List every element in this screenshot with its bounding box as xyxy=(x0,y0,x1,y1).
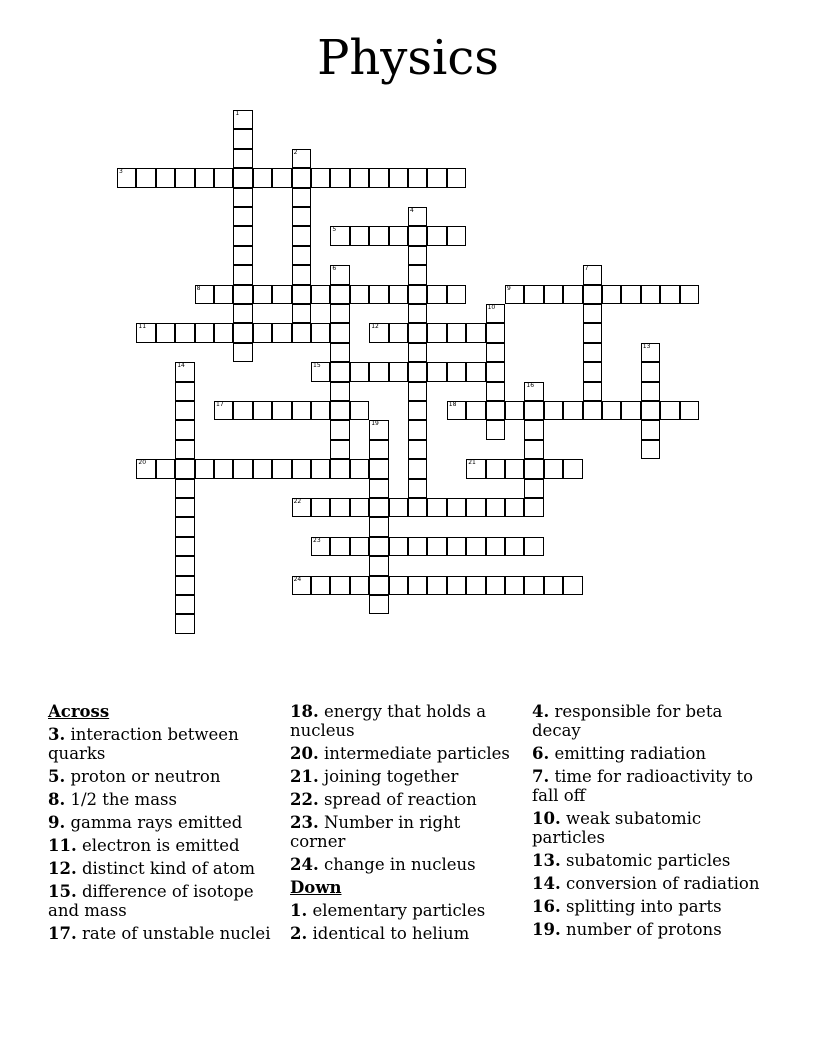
grid-cell xyxy=(389,226,408,245)
grid-cell-21 xyxy=(466,459,485,478)
clue-number: 21 xyxy=(468,459,476,467)
grid-cell-4 xyxy=(408,207,427,226)
grid-cell xyxy=(233,168,252,187)
grid-cell xyxy=(233,459,252,478)
grid-cell xyxy=(292,304,311,323)
grid-cell xyxy=(369,556,388,575)
clue-down-6: 6. emitting radiation xyxy=(532,744,707,763)
clue-column-2 xyxy=(290,702,520,947)
grid-cell xyxy=(175,459,194,478)
grid-cell xyxy=(583,323,602,342)
grid-cell xyxy=(233,226,252,245)
grid-cell xyxy=(641,401,660,420)
grid-cell xyxy=(583,362,602,381)
grid-cell xyxy=(486,498,505,517)
grid-cell xyxy=(680,285,699,304)
grid-cell xyxy=(486,382,505,401)
grid-cell xyxy=(408,479,427,498)
clue-number: 22 xyxy=(293,498,302,505)
grid-cell xyxy=(641,440,660,459)
grid-cell xyxy=(233,265,252,284)
grid-cell xyxy=(330,420,349,439)
grid-cell xyxy=(524,401,543,420)
grid-cell xyxy=(427,323,446,342)
grid-cell xyxy=(563,459,582,478)
clue-down-19: 19. number of protons xyxy=(532,920,722,939)
grid-cell xyxy=(389,362,408,381)
grid-cell xyxy=(369,479,388,498)
grid-cell xyxy=(214,168,233,187)
grid-cell xyxy=(583,401,602,420)
clue-column-1 xyxy=(48,702,273,947)
grid-cell xyxy=(195,459,214,478)
grid-cell xyxy=(408,304,427,323)
grid-cell xyxy=(311,168,330,187)
grid-cell xyxy=(427,498,446,517)
grid-cell-10 xyxy=(486,304,505,323)
grid-cell-6 xyxy=(330,265,349,284)
grid-cell xyxy=(486,343,505,362)
grid-cell xyxy=(350,362,369,381)
clue-number: 16 xyxy=(526,381,535,389)
grid-cell xyxy=(486,459,505,478)
grid-cell xyxy=(311,401,330,420)
grid-cell xyxy=(602,401,621,420)
grid-cell xyxy=(427,362,446,381)
grid-cell xyxy=(408,362,427,381)
grid-cell xyxy=(408,382,427,401)
grid-cell-19 xyxy=(369,420,388,439)
grid-cell xyxy=(369,440,388,459)
grid-cell xyxy=(175,440,194,459)
grid-cell xyxy=(408,323,427,342)
grid-cell xyxy=(330,323,349,342)
grid-cell-20 xyxy=(136,459,155,478)
grid-cell xyxy=(233,129,252,148)
grid-cell xyxy=(330,537,349,556)
clue-number: 23 xyxy=(313,536,321,544)
grid-cell xyxy=(486,323,505,342)
grid-cell xyxy=(486,401,505,420)
grid-cell xyxy=(389,285,408,304)
clue-across-18: 18. energy that holds a nucleus xyxy=(290,702,487,740)
clue-down-7: 7. time for radioactivity to fall off xyxy=(532,767,754,805)
grid-cell-14 xyxy=(175,362,194,381)
grid-cell xyxy=(253,323,272,342)
grid-cell xyxy=(389,498,408,517)
grid-cell xyxy=(505,401,524,420)
grid-cell xyxy=(311,323,330,342)
grid-cell xyxy=(369,226,388,245)
grid-cell xyxy=(233,188,252,207)
clue-number: 14 xyxy=(177,362,185,370)
clue-number: 11 xyxy=(138,323,147,331)
grid-cell xyxy=(292,459,311,478)
grid-cell xyxy=(330,440,349,459)
grid-cell xyxy=(583,382,602,401)
clue-number: 2 xyxy=(293,148,298,156)
grid-cell xyxy=(641,285,660,304)
grid-cell xyxy=(621,401,640,420)
grid-cell xyxy=(175,382,194,401)
grid-cell xyxy=(641,382,660,401)
clue-across-8: 8. 1/2 the mass xyxy=(48,790,177,809)
clue-down-13: 13. subatomic particles xyxy=(532,851,731,870)
clue-number: 24 xyxy=(293,575,302,583)
grid-cell xyxy=(195,323,214,342)
grid-cell xyxy=(233,246,252,265)
grid-cell xyxy=(369,168,388,187)
grid-cell xyxy=(330,459,349,478)
grid-cell xyxy=(292,207,311,226)
grid-cell xyxy=(583,304,602,323)
grid-cell xyxy=(486,420,505,439)
grid-cell xyxy=(408,226,427,245)
clue-across-12: 12. distinct kind of atom xyxy=(48,859,255,878)
grid-cell xyxy=(447,168,466,187)
grid-cell xyxy=(330,168,349,187)
grid-cell xyxy=(214,285,233,304)
grid-cell xyxy=(272,323,291,342)
clue-down-16: 16. splitting into parts xyxy=(532,897,722,916)
grid-cell xyxy=(233,343,252,362)
clue-number: 13 xyxy=(642,342,651,350)
clue-column-3 xyxy=(532,702,772,943)
clue-across-23: 23. Number in right corner xyxy=(290,813,461,851)
grid-cell xyxy=(233,207,252,226)
grid-cell xyxy=(330,498,349,517)
grid-cell xyxy=(641,420,660,439)
grid-cell xyxy=(369,459,388,478)
grid-cell xyxy=(486,576,505,595)
grid-cell xyxy=(583,343,602,362)
grid-cell xyxy=(175,595,194,614)
grid-cell xyxy=(233,323,252,342)
grid-cell xyxy=(292,285,311,304)
grid-cell xyxy=(427,168,446,187)
grid-cell xyxy=(272,401,291,420)
grid-cell xyxy=(175,498,194,517)
grid-cell xyxy=(369,498,388,517)
grid-cell xyxy=(447,537,466,556)
across-heading: Across xyxy=(48,702,110,721)
clue-across-24: 24. change in nucleus xyxy=(290,855,476,874)
grid-cell xyxy=(272,459,291,478)
grid-cell xyxy=(350,459,369,478)
clue-across-3: 3. interaction between quarks xyxy=(48,725,239,763)
grid-cell xyxy=(408,401,427,420)
grid-cell xyxy=(330,576,349,595)
clue-number: 15 xyxy=(313,362,321,370)
grid-cell xyxy=(292,401,311,420)
grid-cell xyxy=(660,285,679,304)
grid-cell xyxy=(408,343,427,362)
grid-cell xyxy=(292,246,311,265)
grid-cell xyxy=(156,323,175,342)
grid-cell xyxy=(427,576,446,595)
grid-cell xyxy=(253,459,272,478)
grid-cell-17 xyxy=(214,401,233,420)
grid-cell xyxy=(563,401,582,420)
grid-cell xyxy=(389,168,408,187)
grid-cell xyxy=(369,285,388,304)
grid-cell xyxy=(408,168,427,187)
grid-cell xyxy=(583,285,602,304)
grid-cell-23 xyxy=(311,537,330,556)
grid-cell-5 xyxy=(330,226,349,245)
grid-cell xyxy=(486,537,505,556)
grid-cell xyxy=(175,614,194,633)
clue-across-22: 22. spread of reaction xyxy=(290,790,477,809)
grid-cell xyxy=(447,285,466,304)
grid-cell xyxy=(156,168,175,187)
grid-cell xyxy=(214,459,233,478)
grid-cell xyxy=(253,168,272,187)
grid-cell xyxy=(272,168,291,187)
grid-cell xyxy=(486,362,505,381)
down-heading: Down xyxy=(290,878,342,897)
grid-cell xyxy=(330,362,349,381)
grid-cell-3 xyxy=(117,168,136,187)
clue-number: 9 xyxy=(507,284,511,292)
grid-cell xyxy=(660,401,679,420)
grid-cell xyxy=(408,440,427,459)
grid-cell xyxy=(408,265,427,284)
grid-cell xyxy=(447,576,466,595)
grid-cell xyxy=(175,323,194,342)
clue-number: 10 xyxy=(487,304,496,311)
grid-cell xyxy=(175,556,194,575)
grid-cell-13 xyxy=(641,343,660,362)
grid-cell xyxy=(272,285,291,304)
grid-cell xyxy=(311,576,330,595)
grid-cell xyxy=(408,285,427,304)
clue-down-1: 1. elementary particles xyxy=(290,901,486,920)
grid-cell xyxy=(233,285,252,304)
grid-cell xyxy=(136,168,155,187)
grid-cell xyxy=(408,537,427,556)
clue-number: 17 xyxy=(216,401,224,408)
grid-cell xyxy=(408,246,427,265)
grid-cell-7 xyxy=(583,265,602,284)
grid-cell xyxy=(427,285,446,304)
grid-cell xyxy=(369,576,388,595)
grid-cell xyxy=(524,440,543,459)
grid-cell xyxy=(233,149,252,168)
grid-cell xyxy=(389,537,408,556)
grid-cell xyxy=(466,576,485,595)
grid-cell xyxy=(447,226,466,245)
grid-cell xyxy=(292,265,311,284)
grid-cell xyxy=(175,576,194,595)
grid-cell xyxy=(505,498,524,517)
grid-cell xyxy=(292,323,311,342)
grid-cell xyxy=(233,304,252,323)
grid-cell xyxy=(292,168,311,187)
grid-cell xyxy=(175,401,194,420)
grid-cell xyxy=(408,420,427,439)
grid-cell xyxy=(408,576,427,595)
clue-number: 3 xyxy=(119,168,123,176)
clue-down-4: 4. responsible for beta decay xyxy=(532,702,723,740)
grid-cell xyxy=(330,343,349,362)
grid-cell xyxy=(524,459,543,478)
clue-down-2: 2. identical to helium xyxy=(290,924,470,943)
clue-across-11: 11. electron is emitted xyxy=(48,836,240,855)
grid-cell-15 xyxy=(311,362,330,381)
clue-number: 18 xyxy=(448,401,457,408)
grid-cell xyxy=(544,459,563,478)
grid-cell-9 xyxy=(505,285,524,304)
grid-cell xyxy=(369,362,388,381)
grid-cell xyxy=(175,168,194,187)
clue-number: 7 xyxy=(584,265,589,273)
grid-cell xyxy=(350,285,369,304)
puzzle-title: Physics xyxy=(317,30,499,86)
grid-cell xyxy=(253,285,272,304)
grid-cell xyxy=(350,168,369,187)
grid-cell xyxy=(292,226,311,245)
grid-cell xyxy=(369,595,388,614)
grid-cell xyxy=(602,285,621,304)
grid-cell xyxy=(641,362,660,381)
clue-across-21: 21. joining together xyxy=(290,767,459,786)
grid-cell xyxy=(330,401,349,420)
grid-cell xyxy=(466,323,485,342)
grid-cell xyxy=(427,226,446,245)
grid-cell xyxy=(330,382,349,401)
grid-cell xyxy=(330,285,349,304)
grid-cell xyxy=(524,498,543,517)
grid-cell xyxy=(350,498,369,517)
clue-number: 19 xyxy=(371,420,379,428)
grid-cell xyxy=(175,537,194,556)
clue-number: 1 xyxy=(235,110,240,117)
clue-number: 8 xyxy=(196,284,201,292)
grid-cell xyxy=(466,537,485,556)
grid-cell xyxy=(466,498,485,517)
grid-cell xyxy=(563,285,582,304)
clue-down-10: 10. weak subatomic particles xyxy=(532,809,702,847)
clue-number: 5 xyxy=(332,226,337,234)
grid-cell xyxy=(195,168,214,187)
clue-across-9: 9. gamma rays emitted xyxy=(48,813,243,832)
grid-cell xyxy=(544,401,563,420)
grid-cell xyxy=(505,576,524,595)
grid-cell xyxy=(408,498,427,517)
grid-cell xyxy=(563,576,582,595)
grid-cell-1 xyxy=(233,110,252,129)
grid-cell xyxy=(524,479,543,498)
grid-cell-2 xyxy=(292,149,311,168)
grid-cell xyxy=(350,576,369,595)
grid-cell xyxy=(350,401,369,420)
grid-cell xyxy=(447,323,466,342)
grid-cell xyxy=(175,517,194,536)
grid-cell xyxy=(447,498,466,517)
clue-across-5: 5. proton or neutron xyxy=(48,767,221,786)
grid-cell xyxy=(175,479,194,498)
grid-cell xyxy=(350,226,369,245)
grid-cell xyxy=(350,537,369,556)
grid-cell-22 xyxy=(292,498,311,517)
grid-cell xyxy=(253,401,272,420)
grid-cell xyxy=(524,576,543,595)
grid-cell xyxy=(427,537,446,556)
grid-cell xyxy=(214,323,233,342)
grid-cell xyxy=(621,285,640,304)
clue-number: 4 xyxy=(410,207,414,214)
grid-cell xyxy=(466,401,485,420)
clue-across-20: 20. intermediate particles xyxy=(290,744,510,763)
grid-cell xyxy=(505,459,524,478)
grid-cell xyxy=(156,459,175,478)
grid-cell xyxy=(505,537,524,556)
grid-cell-8 xyxy=(195,285,214,304)
grid-cell-24 xyxy=(292,576,311,595)
grid-cell xyxy=(311,459,330,478)
grid-cell xyxy=(311,285,330,304)
grid-cell xyxy=(524,537,543,556)
grid-cell xyxy=(524,285,543,304)
grid-cell-16 xyxy=(524,382,543,401)
clue-across-17: 17. rate of unstable nuclei xyxy=(48,924,271,943)
clue-across-15: 15. difference of isotope and mass xyxy=(48,882,254,920)
grid-cell xyxy=(544,285,563,304)
grid-cell xyxy=(330,304,349,323)
grid-cell-18 xyxy=(447,401,466,420)
grid-cell xyxy=(311,498,330,517)
clue-number: 12 xyxy=(371,323,379,331)
grid-cell xyxy=(292,188,311,207)
grid-cell xyxy=(408,459,427,478)
grid-cell xyxy=(389,576,408,595)
grid-cell-11 xyxy=(136,323,155,342)
grid-cell xyxy=(466,362,485,381)
grid-cell xyxy=(680,401,699,420)
grid-cell xyxy=(175,420,194,439)
clue-number: 20 xyxy=(138,459,147,467)
grid-cell xyxy=(524,420,543,439)
grid-cell xyxy=(447,362,466,381)
clue-down-14: 14. conversion of radiation xyxy=(532,874,760,893)
grid-cell xyxy=(389,323,408,342)
grid-cell xyxy=(544,576,563,595)
grid-cell xyxy=(369,537,388,556)
clue-number: 6 xyxy=(332,265,337,273)
grid-cell xyxy=(369,517,388,536)
grid-cell-12 xyxy=(369,323,388,342)
grid-cell xyxy=(233,401,252,420)
